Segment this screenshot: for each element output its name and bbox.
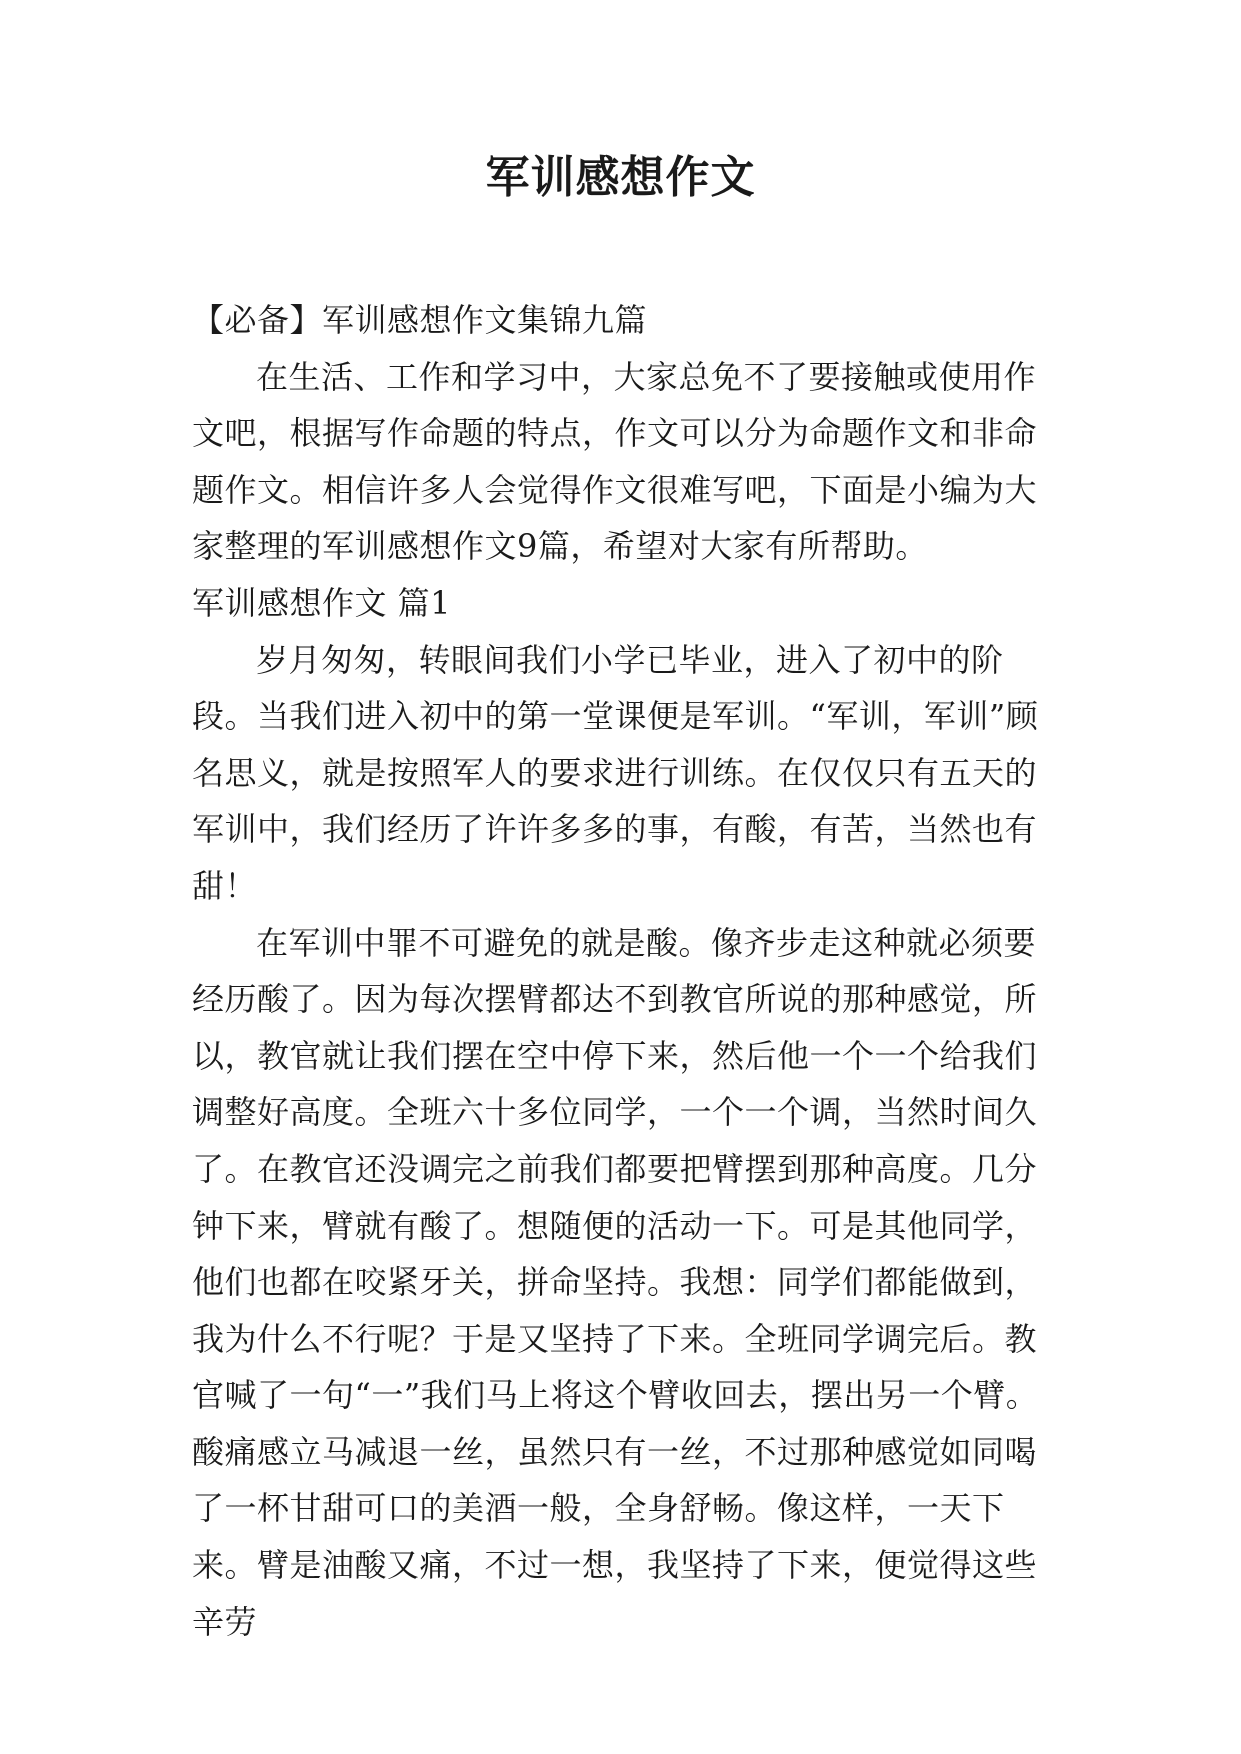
intro-paragraph: 在生活、工作和学习中，大家总免不了要接触或使用作文吧，根据写作命题的特点，作文可以分为命题作文和非命题作文。相信许多人会觉得作文很难写吧，下面是小编为大家整理的军训感想作文9篇，希望对大家有所帮助。	[192, 357, 1038, 566]
body-paragraph: 在军训中罪不可避免的就是酸。像齐步走这种就必须要经历酸了。因为每次摆臂都达不到教官所说的那种感觉，所以，教官就让我们摆在空中停下来，然后他一个一个给我们调整好高度。全班六十多位同学，一个一个调，当然时间久了。在教官还没调完之前我们都要把臂摆到那种高度。几分钟下来，臂就有酸了。想随便的活动一下。可是其他同学，他们也都在咬紧牙关，拼命坚持。我想：同学们都能做到，我为什么不行呢？于是又坚持了下来。全班同学调完后。教官喊了一句“一”我们马上将这个臂收回去，摆出另一个臂。酸痛感立马减退一丝，虽然只有一丝，不过那种感觉如同喝了一杯甘甜可口的美酒一般，全身舒畅。像这样，一天下来。臂是油酸又痛，不过一想，我坚持了下来，便觉得这些辛劳	[192, 923, 1039, 1641]
document-title: 军训感想作文	[485, 152, 756, 203]
document-body	[192, 292, 1058, 1650]
collection-subtitle: 【必备】军训感想作文集锦九篇	[192, 301, 648, 339]
body-paragraph: 岁月匆匆，转眼间我们小学已毕业，进入了初中的阶段。当我们进入初中的第一堂课便是军训。“军训，军训”顾名思义，就是按照军人的要求进行训练。在仅仅只有五天的军训中，我们经历了许许多多的事，有酸，有苦，当然也有甜！	[192, 640, 1039, 905]
section-heading: 军训感想作文 篇1	[192, 583, 452, 622]
